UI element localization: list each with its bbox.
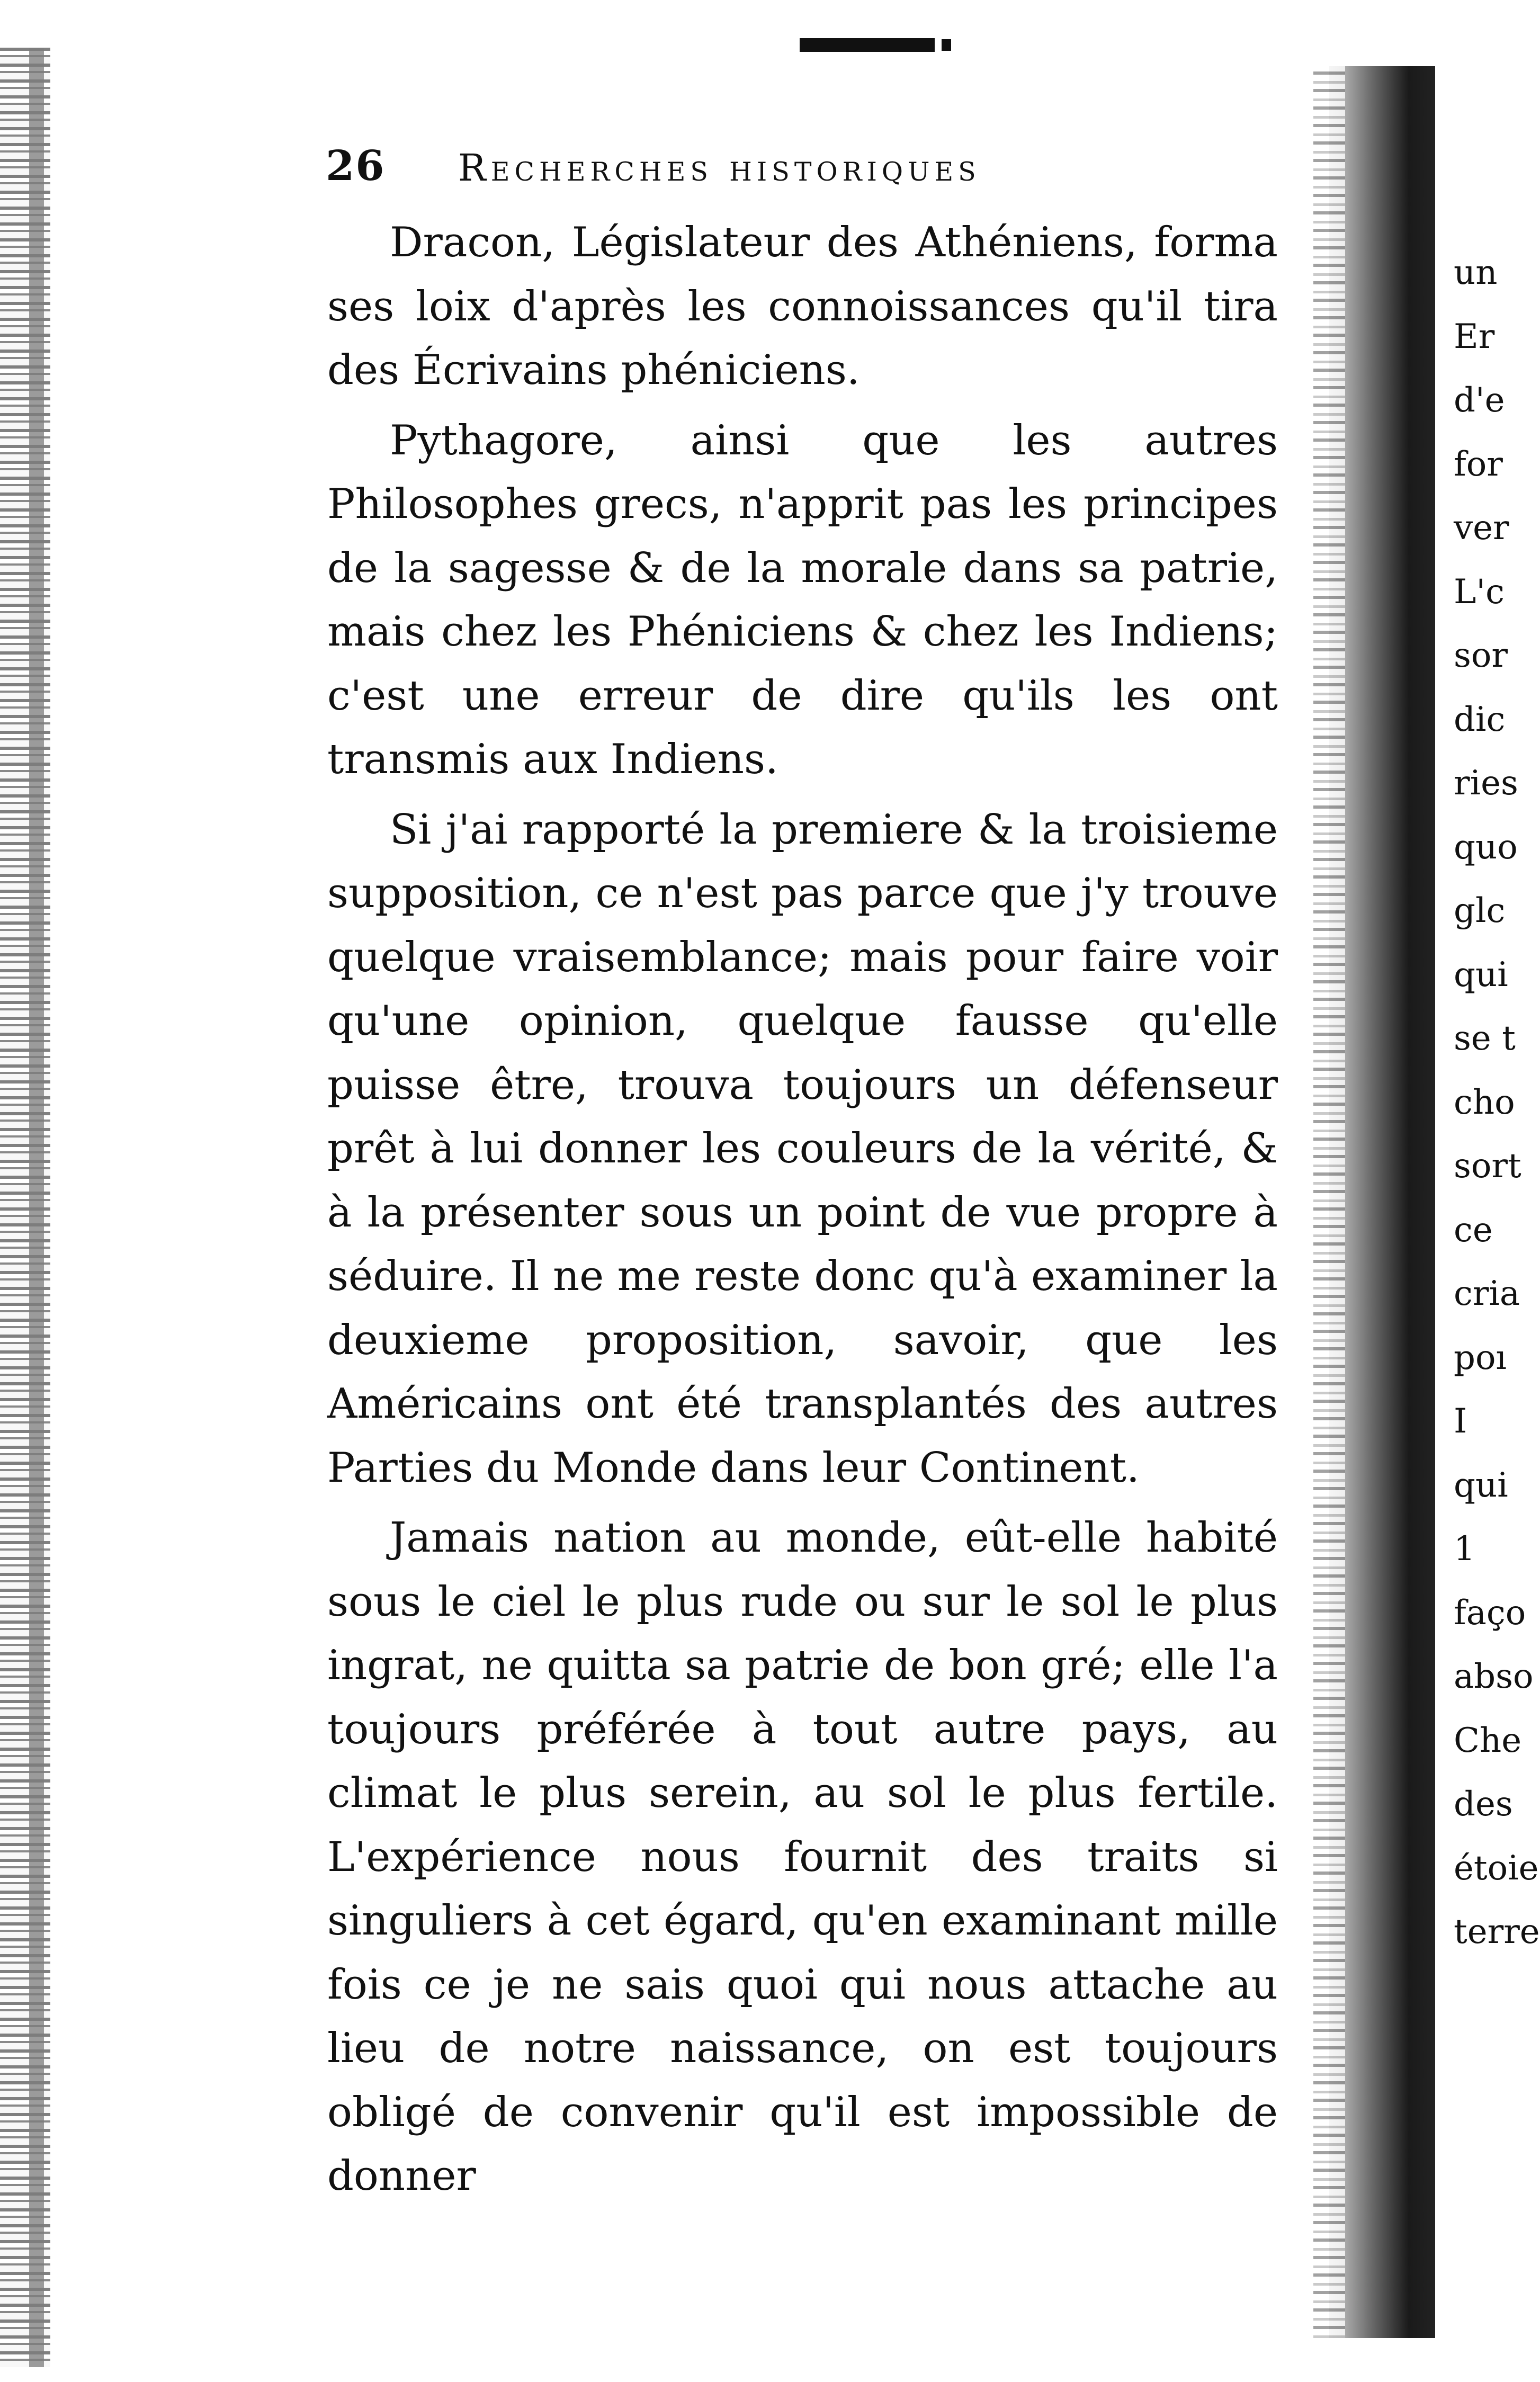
facing-line: sort [1454,1147,1521,1186]
facing-line: qui [1454,1465,1508,1505]
facing-line: faço [1454,1593,1526,1633]
facing-line: cho [1454,1082,1515,1122]
facing-line: se t [1454,1019,1516,1058]
facing-line: d'e [1454,381,1505,420]
facing-line: qui [1454,955,1508,995]
facing-line: terre [1454,1912,1540,1951]
facing-line: dic [1454,700,1506,739]
facing-line: quo [1454,827,1518,867]
facing-line: abso [1454,1657,1534,1696]
facing-line: 1 [1454,1529,1475,1569]
facing-line: des [1454,1785,1513,1824]
paragraph-pythagore: Pythagore, ainsi que les autres Philosophes grecs, n'apprit pas les principes de la sagesse & de la morale dans sa patrie, mais chez les Phéniciens & chez les Indiens; c'est une erreur de dire qu'ils les ont transmis aux Indiens. [327,416,1278,783]
facing-line: cria [1454,1274,1520,1313]
top-print-mark-dot [942,39,951,51]
facing-line: for [1454,444,1503,484]
left-binding-edge [0,48,50,2367]
facing-line: I [1454,1402,1467,1441]
facing-line: L'c [1454,572,1505,612]
paragraph-dracon: Dracon, Législateur des Athéniens, forma ses loix d'après les connoissances qu'il tira des Écrivains phéniciens. [327,219,1278,394]
paragraph-supposition: Si j'ai rapporté la premiere & la troisieme supposition, ce n'est pas parce que j'y trouve quelque vraisemblance; mais pour faire voir qu'une opinion, quelque fausse qu'elle puisse être, trouva toujours un défenseur prêt à lui donner les couleurs de la vérité, & à la présenter sous un point de vue propre à séduire. Il ne me reste donc qu'à examiner la deuxieme proposition, savoir, que les Américains ont été transplantés des autres Parties du Monde dans leur Continent. [327,805,1278,1492]
facing-line: glc [1454,891,1506,930]
facing-line: sor [1454,636,1508,675]
facing-line: étoie [1454,1848,1539,1888]
body-text [327,211,1278,2208]
facing-page-fragments [1454,241,1540,1964]
top-print-mark [800,38,935,52]
facing-line: ce [1454,1210,1493,1250]
facing-line: ries [1454,764,1518,803]
page-number: 26 [326,142,386,190]
right-page-fold [1329,66,1435,2338]
facing-line: un [1454,253,1498,292]
running-header [326,142,1284,200]
facing-line: Che [1454,1721,1522,1760]
paragraph-jamais-nation: Jamais nation au monde, eût-elle habité sous le ciel le plus rude ou sur le sol le plus ingrat, ne quitta sa patrie de bon gré; elle l'a toujours préférée à tout autre pays, au climat le plus serein, au sol le plus fertile. L'expérience nous fournit des traits si singuliers à cet égard, qu'en examinant mille fois ce je ne sais quoi qui nous attache au lieu de notre naissance, on est toujours obligé de convenir qu'il est impossible de donner [327,1514,1278,2200]
running-title: Recherches historiques [458,146,981,190]
facing-line: ver [1454,508,1509,548]
facing-line: Er [1454,317,1495,356]
facing-line: poı [1454,1338,1507,1377]
